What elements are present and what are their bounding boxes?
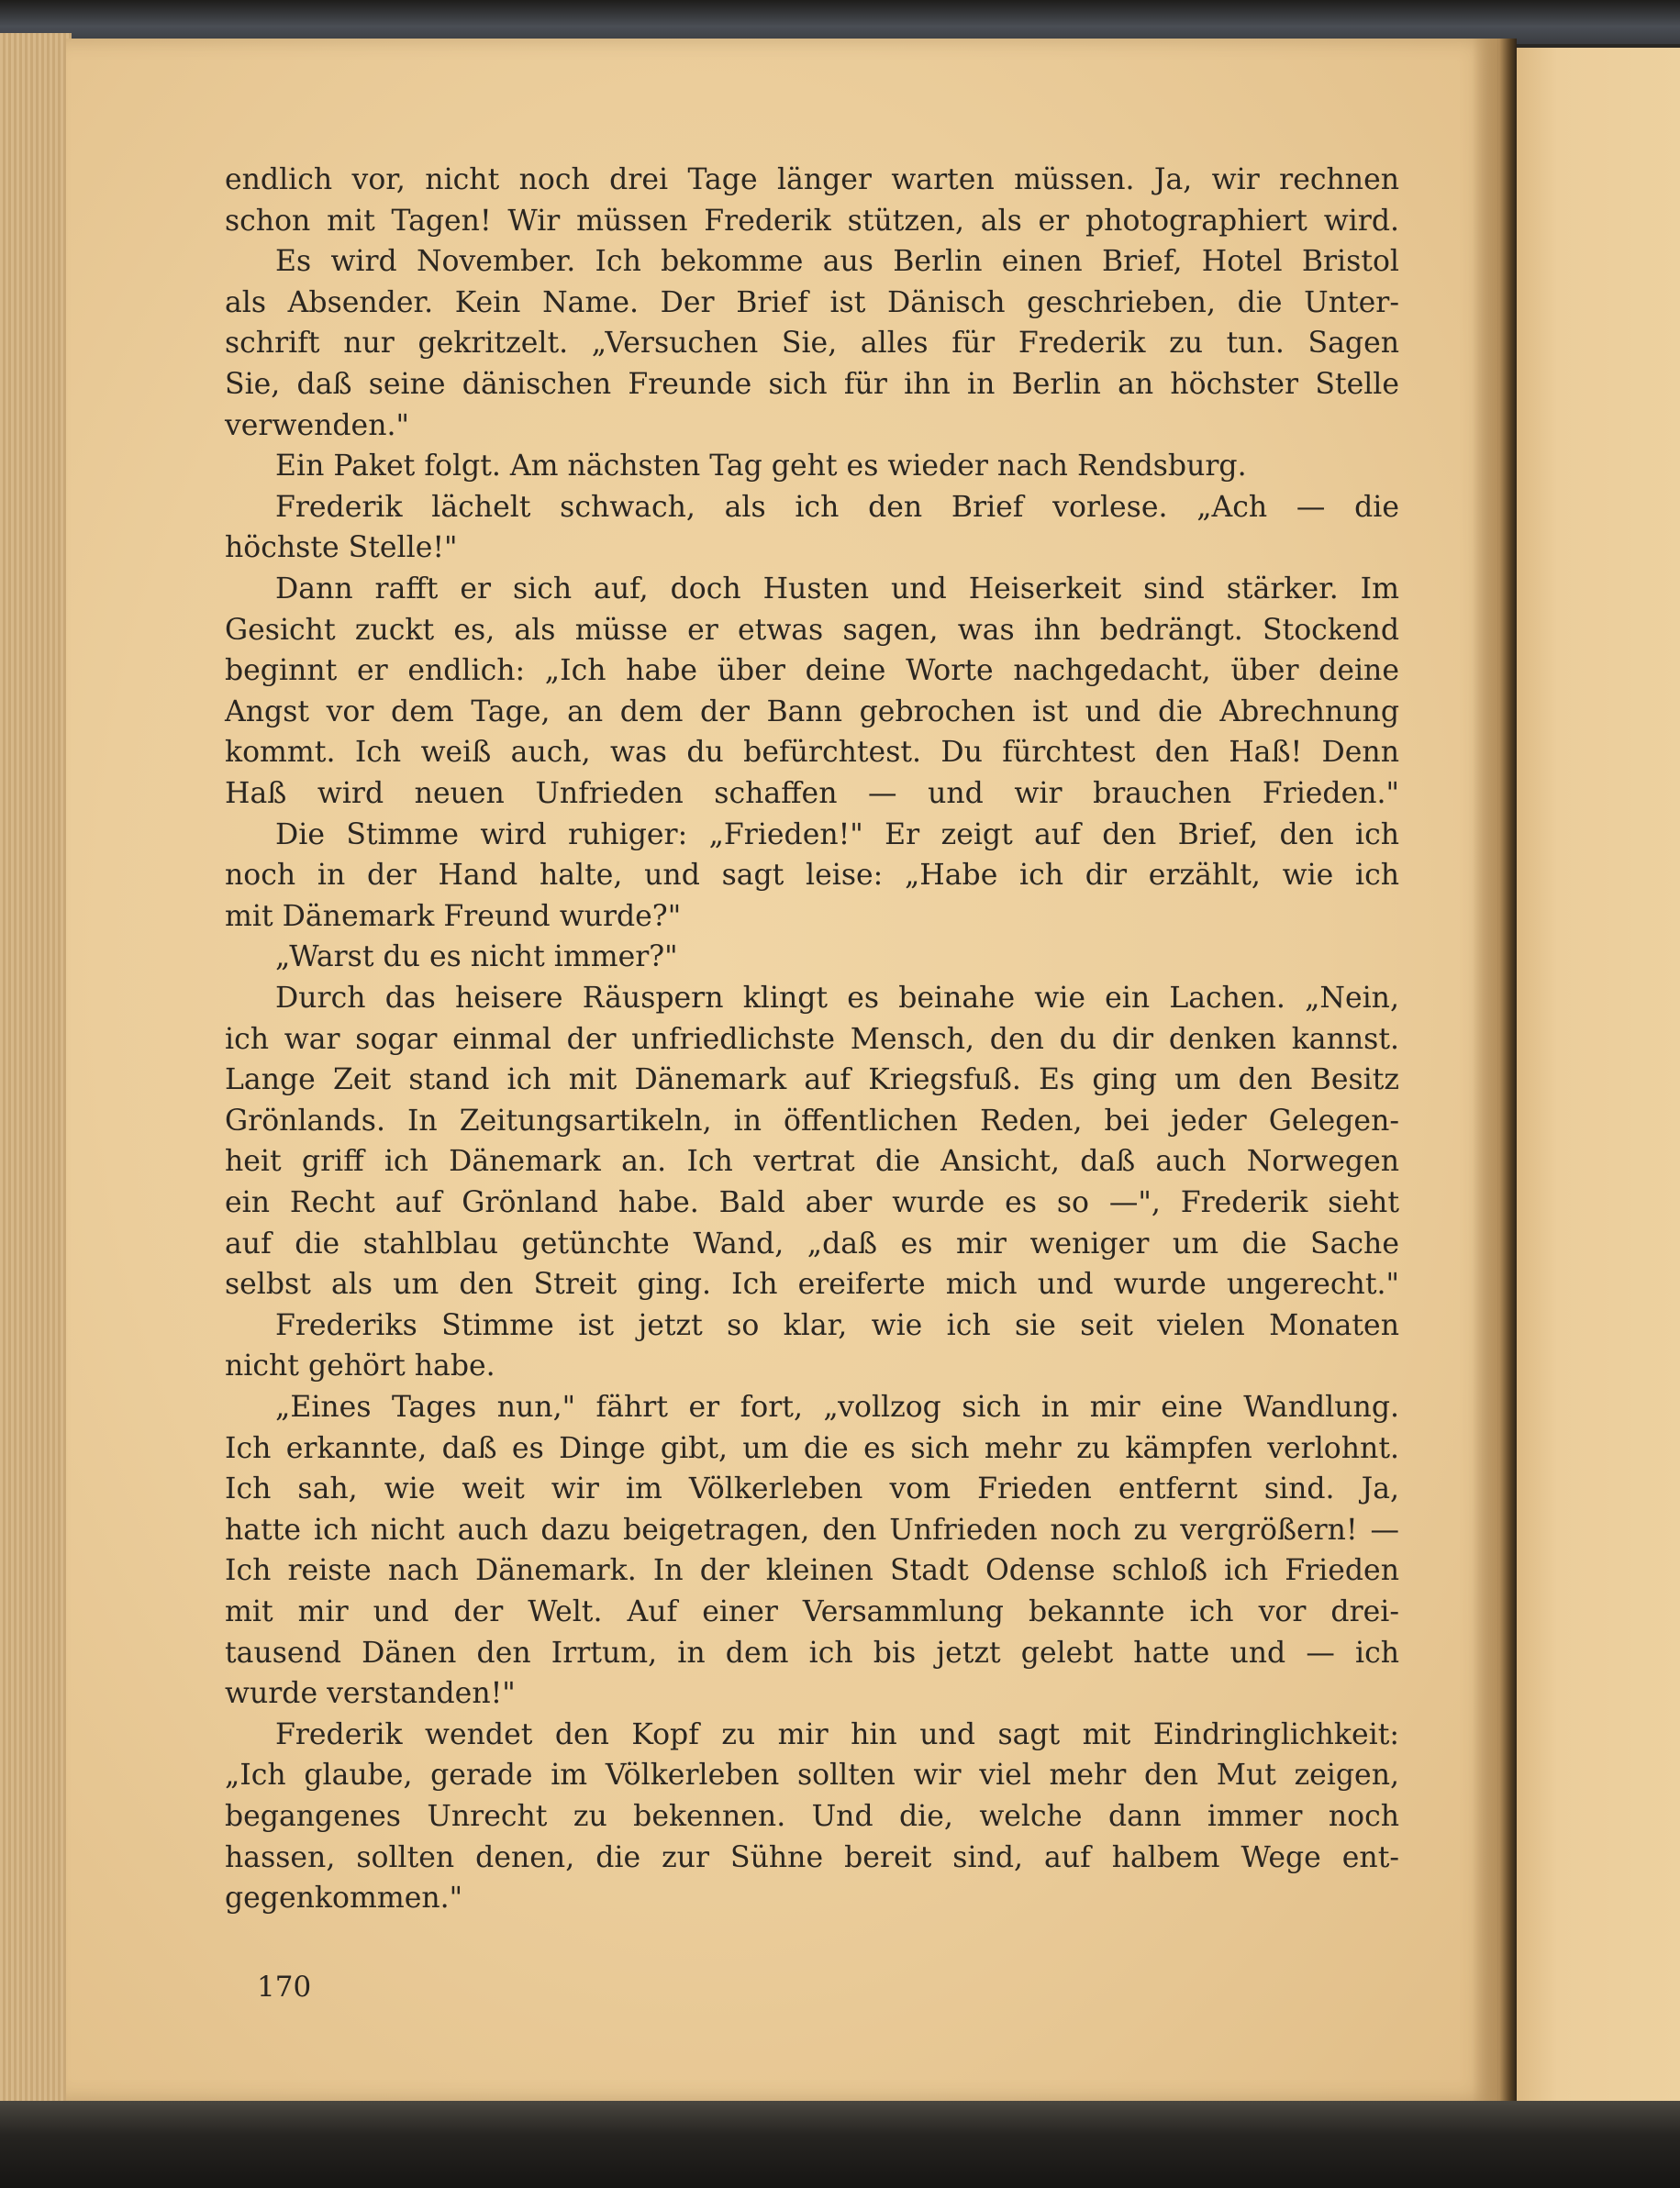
text-line: Grönlands. In Zeitungsartikeln, in öffentlichen Reden, bei jeder Gelegen- [225, 1105, 1399, 1138]
text-line: Gesicht zuckt es, als müsse er etwas sagen, was ihn bedrängt. Stockend [225, 614, 1399, 647]
text-line: mit Dänemark Freund wurde?" [225, 900, 682, 933]
text-line: als Absender. Kein Name. Der Brief ist Dänisch geschrieben, die Unter- [225, 286, 1399, 319]
text-line: Frederik wendet den Kopf zu mir hin und sagt mit Eindringlichkeit: [275, 1718, 1399, 1751]
text-line: ich war sogar einmal der unfriedlichste Mensch, den du dir denken kannst. [225, 1023, 1399, 1056]
text-line: Ein Paket folgt. Am nächsten Tag geht es wieder nach Rendsburg. [275, 450, 1247, 483]
text-line: Ich sah, wie weit wir im Völkerleben vom Frieden entfernt sind. Ja, [225, 1472, 1399, 1505]
text-line: Lange Zeit stand ich mit Dänemark auf Kriegsfuß. Es ging um den Besitz [225, 1063, 1399, 1096]
book-bottom-edge [0, 2101, 1680, 2188]
text-line: hassen, sollten denen, die zur Sühne bereit sind, auf halbem Wege ent- [225, 1841, 1399, 1874]
text-line: Frederiks Stimme ist jetzt so klar, wie ich sie seit vielen Monaten [275, 1309, 1399, 1342]
text-line: endlich vor, nicht noch drei Tage länger warten müssen. Ja, wir rechnen [225, 163, 1399, 196]
text-line: selbst als um den Streit ging. Ich ereiferte mich und wurde ungerecht." [225, 1268, 1399, 1301]
text-line: „Eines Tages nun," fährt er fort, „vollzog sich in mir eine Wandlung. [275, 1391, 1399, 1424]
text-line: schon mit Tagen! Wir müssen Frederik stützen, als er photographiert wird. [225, 205, 1399, 238]
text-line: Frederik lächelt schwach, als ich den Brief vorlese. „Ach — die [275, 491, 1399, 524]
text-line: ein Recht auf Grönland habe. Bald aber wurde es so —", Frederik sieht [225, 1186, 1399, 1219]
text-line: nicht gehört habe. [225, 1349, 495, 1383]
text-line: begangenes Unrecht zu bekennen. Und die, welche dann immer noch [225, 1800, 1399, 1833]
text-line: noch in der Hand halte, und sagt leise: „Habe ich dir erzählt, wie ich [225, 859, 1399, 892]
text-line: gegenkommen." [225, 1882, 463, 1915]
text-line: beginnt er endlich: „Ich habe über deine Worte nachgedacht, über deine [225, 654, 1399, 687]
page-number: 170 [257, 1971, 312, 2004]
text-line: Angst vor dem Tage, an dem der Bann gebrochen ist und die Abrechnung [225, 695, 1399, 728]
text-line: Sie, daß seine dänischen Freunde sich für ihn in Berlin an höchster Stelle [225, 368, 1399, 401]
text-line: verwenden." [225, 409, 409, 442]
book-top-edge [0, 0, 1680, 44]
text-line: Die Stimme wird ruhiger: „Frieden!" Er zeigt auf den Brief, den ich [275, 818, 1399, 851]
text-line: „Warst du es nicht immer?" [275, 940, 678, 973]
book-gutter [1473, 39, 1517, 2101]
text-line: höchste Stelle!" [225, 531, 458, 564]
text-line: mit mir und der Welt. Auf einer Versammlung bekannte ich vor drei- [225, 1595, 1399, 1628]
text-line: heit griff ich Dänemark an. Ich vertrat die Ansicht, daß auch Norwegen [225, 1145, 1399, 1178]
text-line: schrift nur gekritzelt. „Versuchen Sie, alles für Frederik zu tun. Sagen [225, 327, 1399, 360]
right-page [1505, 48, 1680, 2101]
text-line: tausend Dänen den Irrtum, in dem ich bis jetzt gelebt hatte und — ich [225, 1637, 1399, 1670]
text-line: Dann rafft er sich auf, doch Husten und Heiserkeit sind stärker. Im [275, 572, 1399, 605]
page-stack-edge [0, 33, 72, 2106]
text-line: wurde verstanden!" [225, 1677, 516, 1710]
text-line: hatte ich nicht auch dazu beigetragen, den Unfrieden noch zu vergrößern! — [225, 1514, 1399, 1547]
text-line: auf die stahlblau getünchte Wand, „daß es mir weniger um die Sache [225, 1227, 1399, 1261]
text-line: kommt. Ich weiß auch, was du befürchtest. Du fürchtest den Haß! Denn [225, 736, 1399, 769]
text-line: Ich erkannte, daß es Dinge gibt, um die es sich mehr zu kämpfen verlohnt. [225, 1432, 1399, 1465]
text-line: Ich reiste nach Dänemark. In der kleinen Stadt Odense schloß ich Frieden [225, 1554, 1399, 1587]
text-line: Es wird November. Ich bekomme aus Berlin einen Brief, Hotel Bristol [275, 245, 1399, 278]
text-line: Haß wird neuen Unfrieden schaffen — und wir brauchen Frieden." [225, 777, 1399, 810]
text-line: Durch das heisere Räuspern klingt es beinahe wie ein Lachen. „Nein, [275, 982, 1399, 1015]
text-line: „Ich glaube, gerade im Völkerleben sollten wir viel mehr den Mut zeigen, [225, 1759, 1399, 1792]
